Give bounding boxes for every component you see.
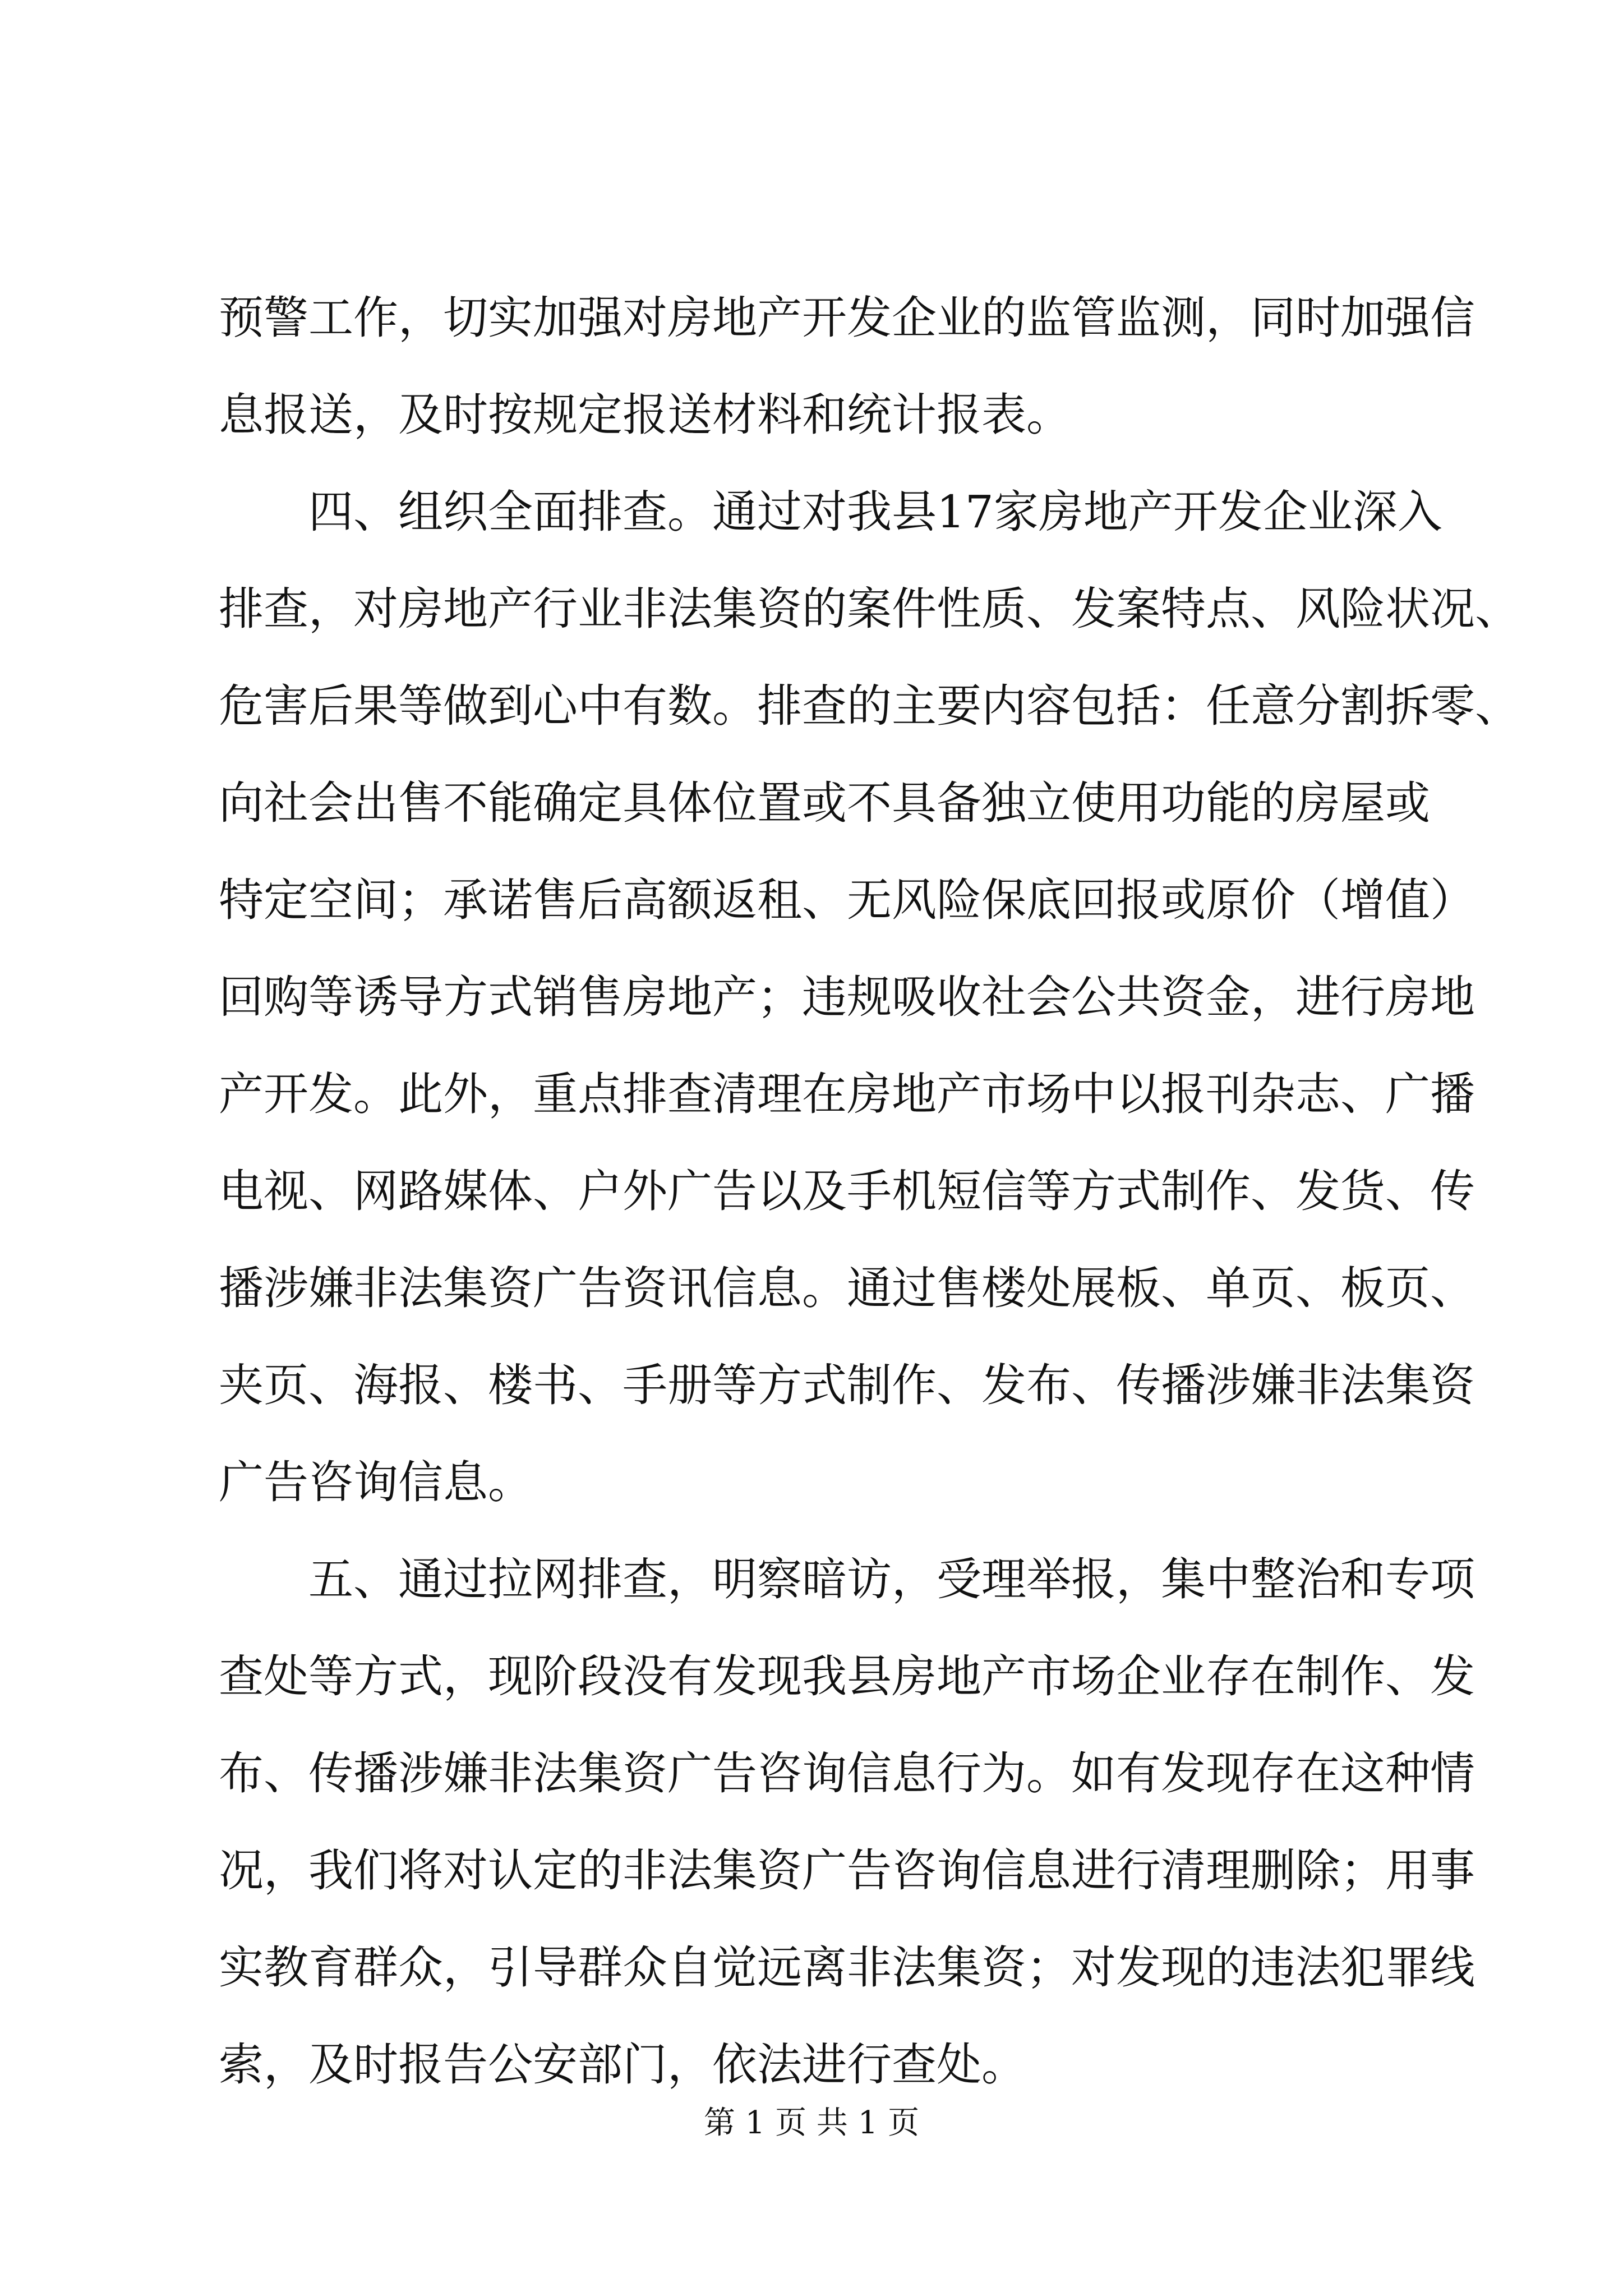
paragraph-2 [219,463,1520,1531]
paragraph-line: 产开发。此外，重点排查清理在房地产市场中以报刊杂志、广播 [219,1068,1475,1120]
paragraph-line: 息报送，及时按规定报送材料和统计报表。 [219,389,1071,441]
paragraph-line: 预警工作，切实加强对房地产开发企业的监管监测，同时加强信 [219,292,1475,344]
paragraph-line: 实教育群众，引导群众自觉远离非法集资；对发现的违法犯罪线 [219,1941,1475,1994]
paragraph-line: 危害后果等做到心中有数。排查的主要内容包括：任意分割拆零、 [219,680,1520,732]
page-footer: 第 1 页 共 1 页 [703,2105,920,2141]
document-body [219,269,1520,2113]
paragraph-3 [219,1531,1475,2113]
paragraph-line: 四、组织全面排查。通过对我县17家房地产开发企业深入 [308,486,1442,538]
paragraph-line: 查处等方式，现阶段没有发现我县房地产市场企业存在制作、发 [219,1650,1475,1703]
paragraph-line: 况，我们将对认定的非法集资广告咨询信息进行清理删除；用事 [219,1844,1475,1897]
paragraph-line: 电视、网路媒体、户外广告以及手机短信等方式制作、发货、传 [219,1165,1475,1217]
paragraph-line: 特定空间；承诺售后高额返租、无风险保底回报或原价（增值） [219,874,1475,926]
paragraph-line: 布、传播涉嫌非法集资广告咨询信息行为。如有发现存在这种情 [219,1747,1475,1800]
paragraph-line: 向社会出售不能确定具体位置或不具备独立使用功能的房屋或 [219,777,1430,829]
paragraph-line: 回购等诱导方式销售房地产；违规吸收社会公共资金，进行房地 [219,971,1475,1023]
paragraph-line: 夹页、海报、楼书、手册等方式制作、发布、传播涉嫌非法集资 [219,1359,1475,1411]
paragraph-line: 排查，对房地产行业非法集资的案件性质、发案特点、风险状况、 [219,583,1520,635]
paragraph-1 [219,269,1475,463]
paragraph-line: 播涉嫌非法集资广告资讯信息。通过售楼处展板、单页、板页、 [219,1262,1475,1314]
paragraph-line: 广告咨询信息。 [219,1456,533,1508]
paragraph-line: 索，及时报告公安部门，依法进行查处。 [219,2039,1026,2091]
paragraph-line: 五、通过拉网排查，明察暗访，受理举报，集中整治和专项 [308,1553,1475,1605]
